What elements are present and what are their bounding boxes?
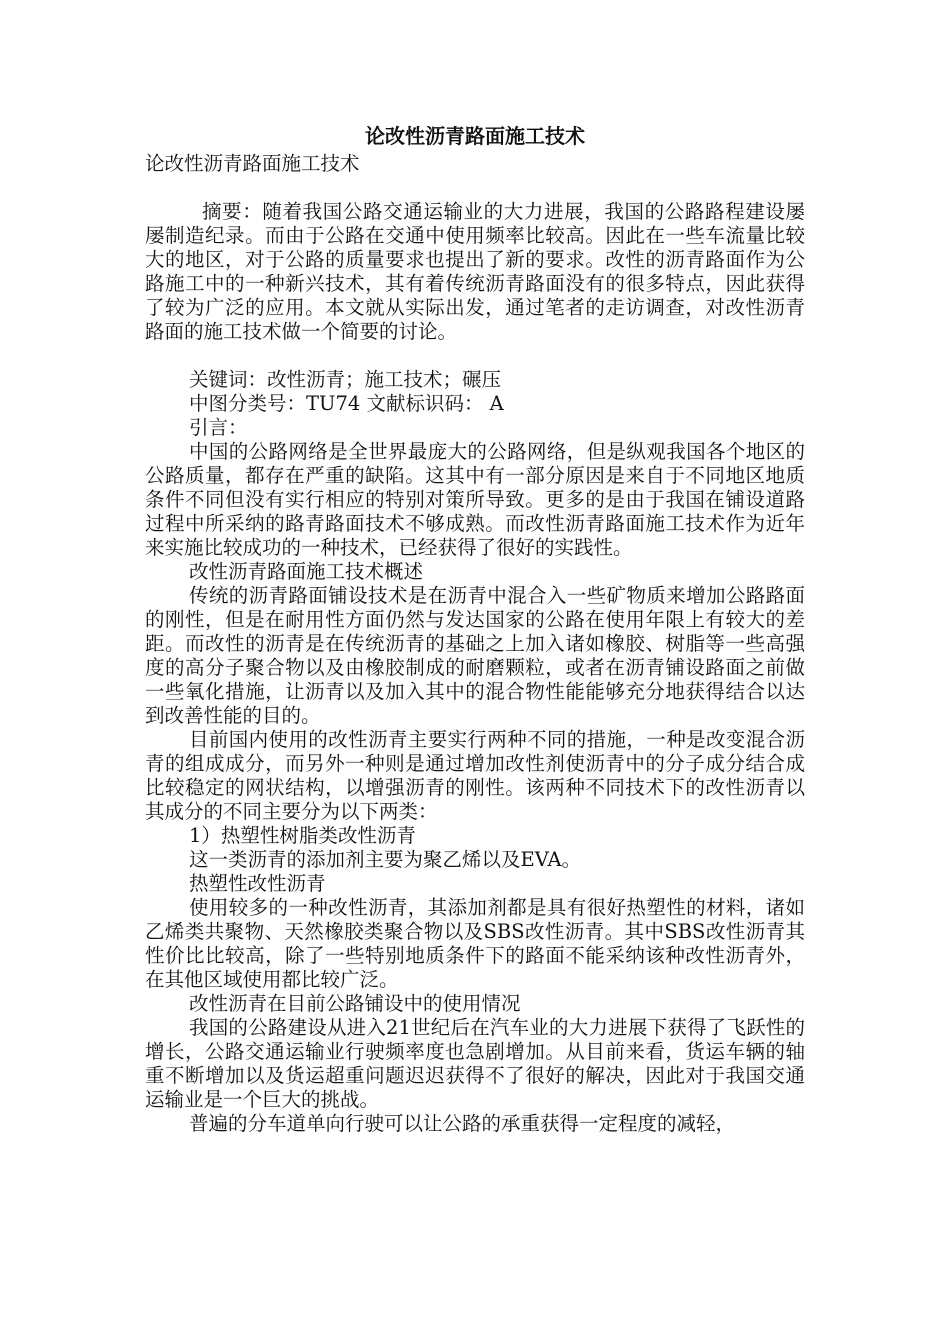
intro-label: 引言： <box>189 416 248 439</box>
item-text-thermoplastic-resin: 这一类沥青的添加剂主要为聚乙烯以及EVA。 <box>189 848 582 871</box>
document-subtitle: 论改性沥青路面施工技术 <box>145 152 360 175</box>
document-title: 论改性沥青路面施工技术 <box>365 124 585 148</box>
classification-line: 中图分类号：TU74 文献标识码： A <box>189 392 504 415</box>
document-body <box>145 122 805 1136</box>
section-heading-overview: 改性沥青路面施工技术概述 <box>189 560 424 583</box>
intro-paragraph: 中国的公路网络是全世界最庞大的公路网络，但是纵观我国各个地区的公路质量，都存在严重的缺陷。这其中有一部分原因是来自于不同地区地质条件不同但没有实行相应的特别对策所导致。更多的是由于我国在铺设道路过程中所采纳的路青路面技术不够成熟。而改性沥青路面施工技术作为近年来实施比较成功的一种技术，已经获得了很好的实践性。 <box>145 440 805 559</box>
section-heading-usage: 改性沥青在目前公路铺设中的使用情况 <box>189 992 521 1015</box>
usage-paragraph-1: 我国的公路建设从进入21世纪后在汽车业的大力进展下获得了飞跃性的增长，公路交通运输业行驶频率度也急剧增加。从目前来看，货运车辆的轴重不断增加以及货运超重问题迟迟获得不了很好的解决，因此对于我国交通运输业是一个巨大的挑战。 <box>145 1016 805 1111</box>
item-heading-thermoplastic: 热塑性改性沥青 <box>189 872 326 895</box>
keywords-line: 关键词：改性沥青；施工技术；碾压 <box>189 368 502 391</box>
overview-paragraph-1: 传统的沥青路面铺设技术是在沥青中混合入一些矿物质来增加公路路面的刚性，但是在耐用性方面仍然与发达国家的公路在使用年限上有较大的差距。而改性的沥青是在传统沥青的基础之上加入诸如橡胶、树脂等一些高强度的高分子聚合物以及由橡胶制成的耐磨颗粒，或者在沥青铺设路面之前做一些氧化措施，让沥青以及加入其中的混合物性能能够充分地获得结合以达到改善性能的目的。 <box>145 584 805 727</box>
usage-paragraph-2: 普遍的分车道单向行驶可以让公路的承重获得一定程度的减轻， <box>189 1112 736 1135</box>
item-text-thermoplastic: 使用较多的一种改性沥青，其添加剂都是具有很好热塑性的材料，诸如乙烯类共聚物、天然橡胶类聚合物以及SBS改性沥青。其中SBS改性沥青其性价比比较高，除了一些特别地质条件下的路面不能采纳该种改性沥青外，在其他区域使用都比较广泛。 <box>145 896 805 991</box>
spacer <box>145 176 805 200</box>
overview-paragraph-2: 目前国内使用的改性沥青主要实行两种不同的措施，一种是改变混合沥青的组成成分，而另外一种则是通过增加改性剂使沥青中的分子成分结合成比较稳定的网状结构，以增强沥青的刚性。该两种不同技术下的改性沥青以其成分的不同主要分为以下两类： <box>145 728 805 823</box>
spacer <box>145 344 805 368</box>
abstract-paragraph: 摘要：随着我国公路交通运输业的大力进展，我国的公路路程建设屡屡制造纪录。而由于公路在交通中使用频率比较高。因此在一些车流量比较大的地区，对于公路的质量要求也提出了新的要求。改性的沥青路面作为公路施工中的一种新兴技术，其有着传统沥青路面没有的很多特点，因此获得了较为广泛的应用。本文就从实际出发，通过笔者的走访调查，对改性沥青路面的施工技术做一个简要的讨论。 <box>145 200 805 343</box>
item-heading-thermoplastic-resin: 1）热塑性树脂类改性沥青 <box>189 824 416 847</box>
